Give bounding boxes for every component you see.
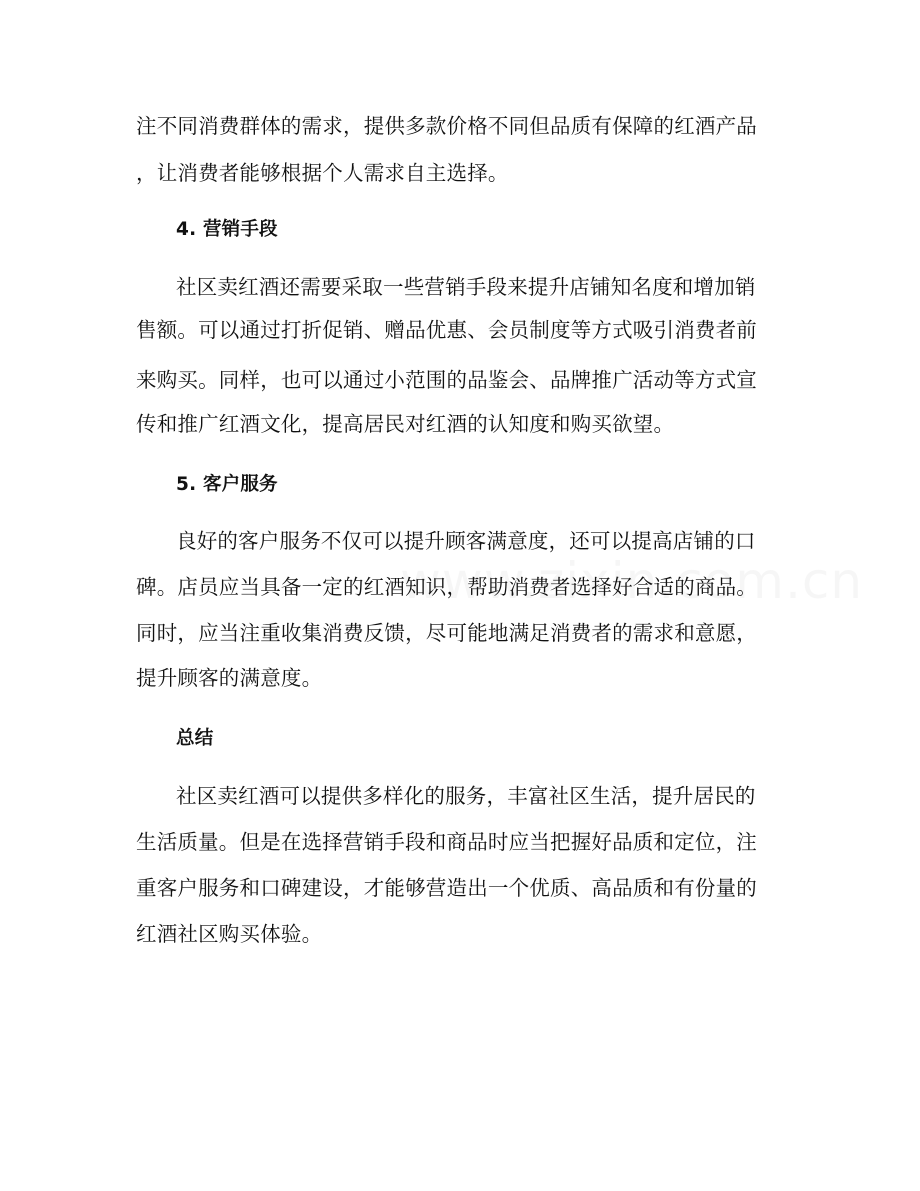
section-4-heading: 4. 营销手段 — [176, 219, 278, 240]
section-5-line-3: 同时，应当注重收集消费反馈，尽可能地满足消费者的需求和意愿， — [136, 621, 757, 645]
section-4-line-1: 社区卖红酒还需要采取一些营销手段来提升店铺知名度和增加销 — [176, 275, 756, 299]
section-5-heading: 5. 客户服务 — [176, 474, 278, 495]
summary-line-3: 重客户服务和口碑建设，才能够营造出一个优质、高品质和有份量的 — [136, 876, 757, 900]
section-4-line-2: 售额。可以通过打折促销、赠品优惠、会员制度等方式吸引消费者前 — [136, 318, 757, 342]
summary-line-2: 生活质量。但是在选择营销手段和商品时应当把握好品质和定位，注 — [136, 830, 757, 854]
summary-heading: 总结 — [176, 728, 214, 749]
summary-line-1: 社区卖红酒可以提供多样化的服务，丰富社区生活，提升居民的 — [176, 784, 756, 808]
section-5-line-4: 提升顾客的满意度。 — [136, 666, 323, 690]
section-4-line-4: 传和推广红酒文化，提高居民对红酒的认知度和购买欲望。 — [136, 412, 675, 436]
section-5-line-1: 良好的客户服务不仅可以提升顾客满意度，还可以提高店铺的口 — [176, 529, 756, 553]
section-4-line-3: 来购买。同样，也可以通过小范围的品鉴会、品牌推广活动等方式宣 — [136, 368, 757, 392]
section-5-line-2: 碑。店员应当具备一定的红酒知识，帮助消费者选择好合适的商品。 — [136, 575, 757, 599]
intro-line-2: ，让消费者能够根据个人需求自主选择。 — [136, 161, 509, 185]
summary-line-4: 红酒社区购买体验。 — [136, 922, 323, 946]
intro-line-1: 注不同消费群体的需求，提供多款价格不同但品质有保障的红酒产品 — [136, 114, 757, 138]
